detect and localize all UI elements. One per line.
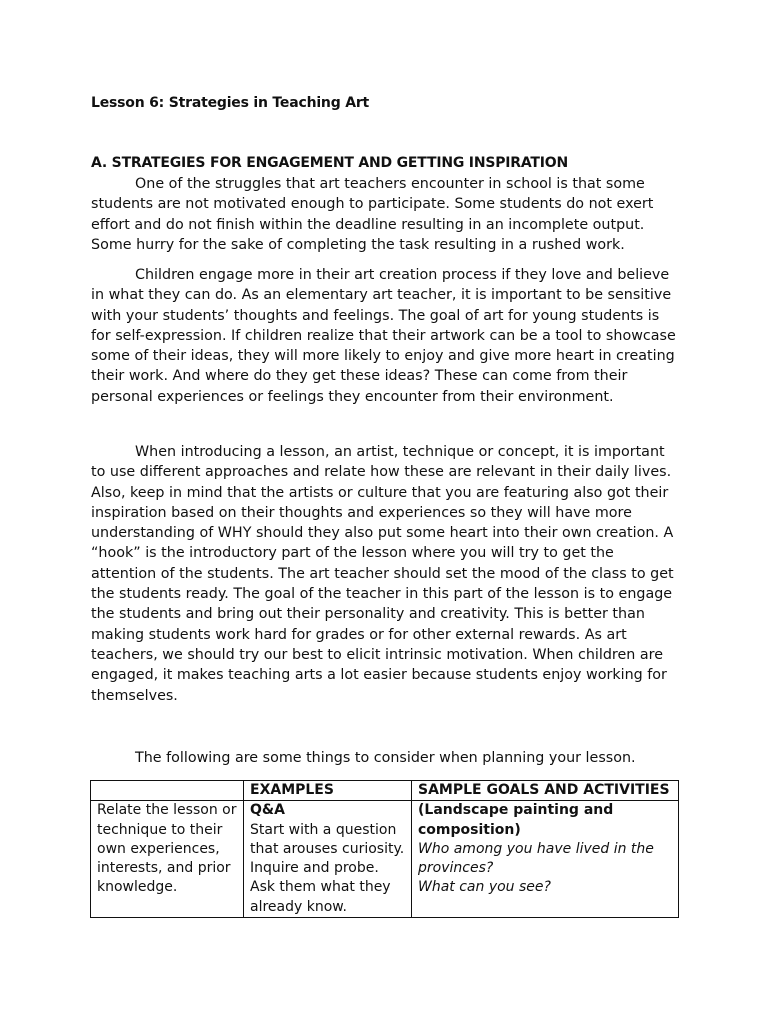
table-header-examples: EXAMPLES xyxy=(244,781,412,801)
table-header-row xyxy=(91,781,679,801)
example-line: Ask them what they already know. xyxy=(250,879,391,915)
table-row xyxy=(91,801,679,918)
paragraph-2: Children engage more in their art creation process if they love and believe in what they can do. As an elementary art teacher, it is important to be sensitive with your students’ thoughts and feelings. The goal of art for young students is for self-expression. If children realize that their artwork can be a tool to showcase some of their ideas, they will more likely to enjoy and give more heart in creating their work. And where do they get these ideas? These can come from their personal experiences or feelings they encounter from their environment. xyxy=(91,267,676,405)
paragraph-1: One of the struggles that art teachers encounter in school is that some students are not motivated enough to participate. Some students do not exert effort and do not finish within the deadline resulting in an incomplete output. Some hurry for the sake of completing the task resulting in a rushed work. xyxy=(91,176,654,253)
example-title: Q&A xyxy=(250,802,285,819)
consideration-text: Relate the lesson or technique to their own experiences, interests, and prior knowledge. xyxy=(97,802,237,896)
example-line: Start with a question that arouses curiosity. xyxy=(250,821,405,857)
paragraph-3: When introducing a lesson, an artist, technique or concept, it is important to use different approaches and relate how these are relevant in their daily lives. Also, keep in mind that the artists or culture that you are featuring also got their inspiration based on their thoughts and experiences so they will have more understanding of WHY should they also put some heart into their own creation. A “hook” is the introductory part of the lesson where you will try to get the attention of the students. The art teacher should set the mood of the class to get the students ready. The goal of the teacher in this part of the lesson is to engage the students and bring out their personality and creativity. This is better than making students work hard for grades or for other external rewards. As art teachers, we should try our best to elicit intrinsic motivation. When children are engaged, it makes teaching arts a lot easier because students enjoy working for themselves. xyxy=(91,444,674,704)
table-header-blank xyxy=(91,781,244,801)
lesson-title: Lesson 6: Strategies in Teaching Art xyxy=(91,95,370,111)
table-intro: The following are some things to consider when planning your lesson. xyxy=(135,750,636,766)
consideration-cell xyxy=(91,801,244,918)
goal-line: Who among you have lived in the provinces? xyxy=(418,840,654,877)
lesson-planning-table xyxy=(90,780,679,918)
goals-cell xyxy=(412,801,679,918)
section-heading: A. STRATEGIES FOR ENGAGEMENT AND GETTING INSPIRATION xyxy=(91,155,568,171)
goal-title: (Landscape painting and composition) xyxy=(418,802,614,838)
examples-cell xyxy=(244,801,412,918)
goal-line: What can you see? xyxy=(418,879,551,896)
example-line: Inquire and probe. xyxy=(250,860,379,877)
table-header-goals: SAMPLE GOALS AND ACTIVITIES xyxy=(412,781,679,801)
